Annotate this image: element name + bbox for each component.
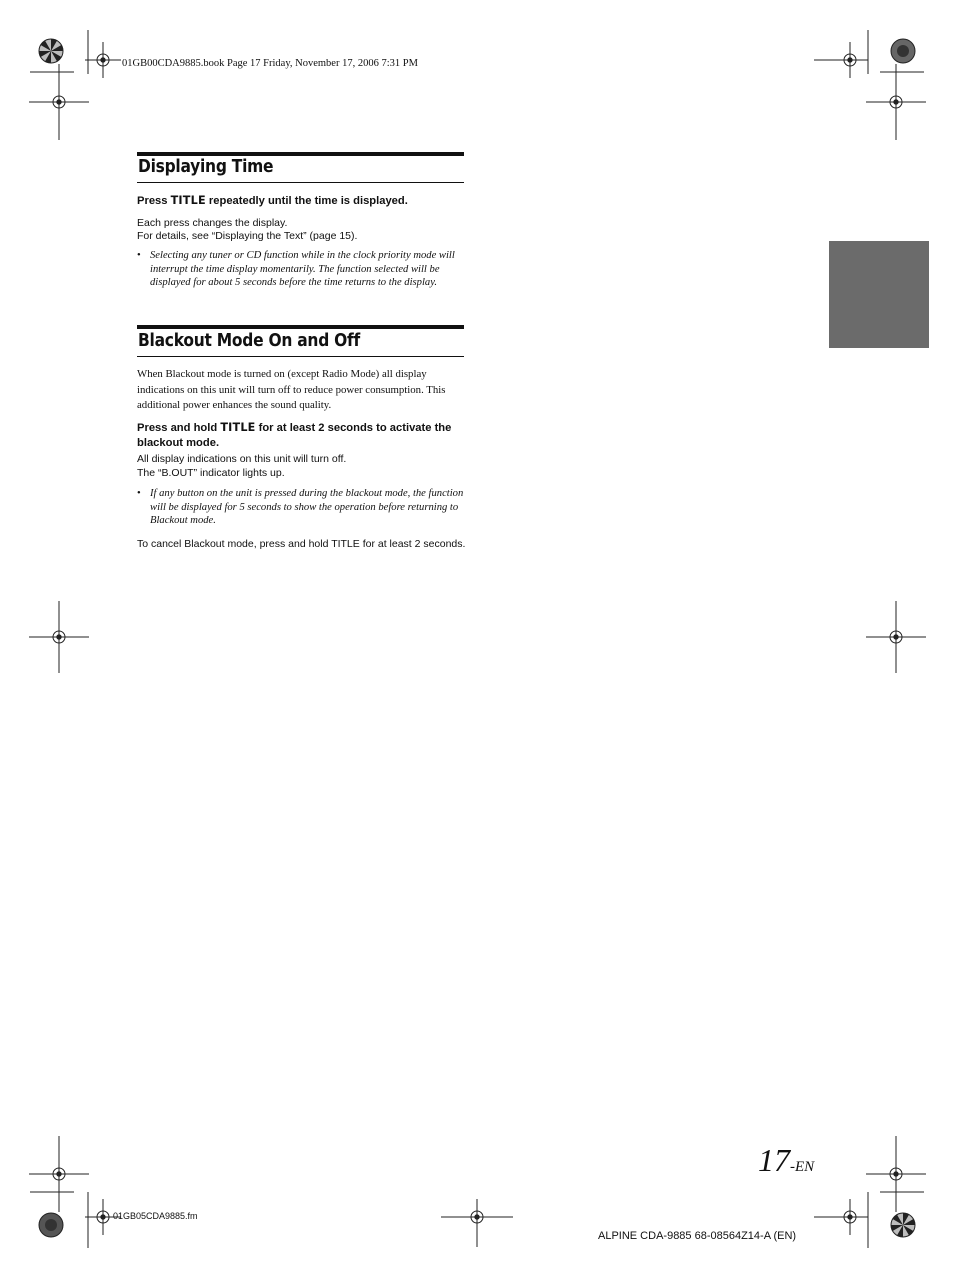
bullet-icon: • — [137, 250, 141, 261]
time-description: Each press changes the display. For details, see “Displaying the Text” (page 15). — [137, 217, 358, 242]
blackout-description: All display indications on this unit will turn off. The “B.OUT” indicator lights up. — [137, 453, 347, 479]
section-title-displaying-time: Displaying Time — [138, 156, 274, 177]
section-title-blackout-mode: Blackout Mode On and Off — [138, 330, 361, 351]
time-note: • Selecting any tuner or CD function while in the clock priority mode will interrupt the time display momentarily. The function selected will be displayed for about 5 seconds before the time returns to the display. — [137, 250, 455, 289]
section-rule-bottom — [137, 182, 464, 183]
page-number: 17-EN — [758, 1142, 815, 1178]
footer-file-name: 01GB05CDA9885.fm — [113, 1211, 198, 1221]
instruction-blackout-mode: Press and hold TITLE for at least 2 seconds to activate the blackout mode. — [137, 421, 452, 449]
blackout-cancel-instructions: To cancel Blackout mode, press and hold TITLE for at least 2 seconds. — [137, 538, 466, 550]
title-key-label: TITLE — [170, 194, 206, 207]
title-key-label: TITLE — [220, 421, 256, 434]
blackout-intro: When Blackout mode is turned on (except Radio Mode) all display indications on this unit will turn off to reduce power consumption. This additional power enhances the sound quality. — [137, 368, 446, 411]
section-rule-top — [137, 325, 464, 329]
title-key-label: TITLE — [331, 538, 360, 550]
footer-model-code: ALPINE CDA-9885 68-08564Z14-A (EN) — [598, 1230, 797, 1242]
side-thumb-tab — [829, 241, 929, 348]
instruction-displaying-time: Press TITLE repeatedly until the time is displayed. — [137, 194, 408, 207]
bullet-icon: • — [137, 488, 141, 499]
print-header: 01GB00CDA9885.book Page 17 Friday, November 17, 2006 7:31 PM — [122, 58, 418, 69]
section-rule-bottom — [137, 356, 464, 357]
blackout-note: • If any button on the unit is pressed during the blackout mode, the function will be displayed for 5 seconds to show the operation before returning to Blackout mode. — [137, 488, 464, 527]
